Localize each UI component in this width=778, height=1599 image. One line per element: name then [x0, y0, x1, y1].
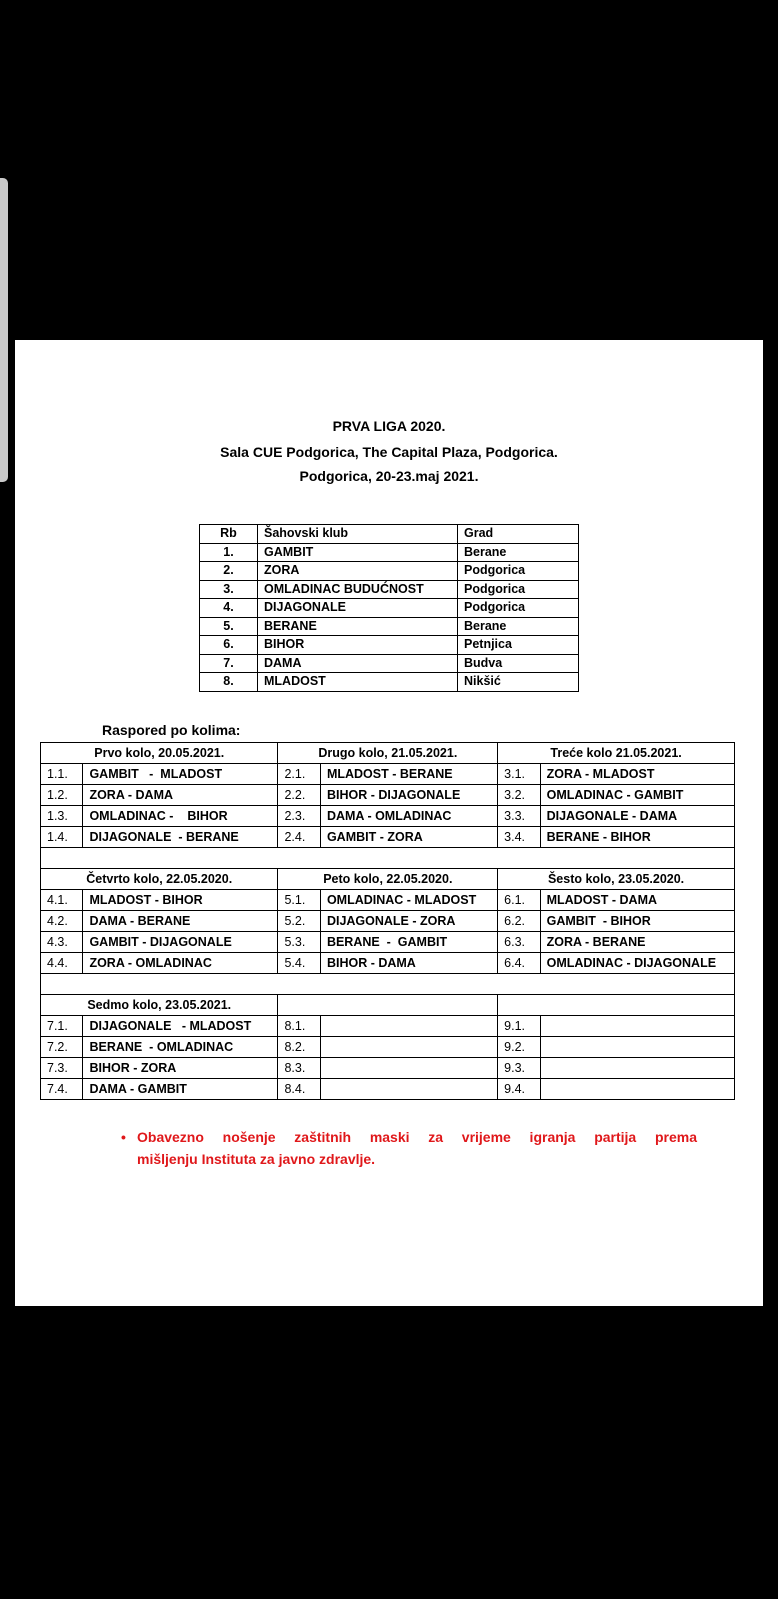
match-pair: MLADOST - BIHOR [83, 890, 278, 911]
round-header-row [41, 743, 735, 764]
match-number: 1.1. [41, 764, 83, 785]
match-pair: ZORA - DAMA [83, 785, 278, 806]
match-pair [540, 1016, 734, 1037]
match-number: 9.4. [498, 1079, 540, 1100]
venue-line: Sala CUE Podgorica, The Capital Plaza, Podgorica. [220, 444, 558, 460]
spacer-cell [41, 974, 735, 995]
round-header [278, 995, 498, 1016]
match-number: 3.3. [498, 806, 540, 827]
club-row [200, 636, 579, 655]
header-cell: Grad [458, 525, 579, 544]
match-row [41, 827, 735, 848]
club-city: Podgorica [458, 599, 579, 618]
match-pair: GAMBIT - BIHOR [540, 911, 734, 932]
club-row [200, 543, 579, 562]
club-rank: 3. [200, 580, 258, 599]
clubs-header-row [200, 525, 579, 544]
match-number: 5.3. [278, 932, 320, 953]
club-city: Berane [458, 617, 579, 636]
round-header [498, 995, 735, 1016]
match-number: 8.1. [278, 1016, 320, 1037]
match-pair [320, 1079, 497, 1100]
match-pair [540, 1037, 734, 1058]
date-line: Podgorica, 20-23.maj 2021. [299, 468, 479, 484]
spacer-cell [41, 848, 735, 869]
match-number: 4.3. [41, 932, 83, 953]
club-name: DIJAGONALE [258, 599, 458, 618]
match-number: 1.2. [41, 785, 83, 806]
match-number: 8.2. [278, 1037, 320, 1058]
match-number: 5.4. [278, 953, 320, 974]
club-city: Petnjica [458, 636, 579, 655]
club-city: Berane [458, 543, 579, 562]
match-pair: ZORA - MLADOST [540, 764, 734, 785]
clubs-table [199, 524, 579, 692]
schedule-title: Raspored po kolima: [102, 722, 241, 738]
match-row [41, 785, 735, 806]
match-number: 5.1. [278, 890, 320, 911]
match-row [41, 806, 735, 827]
match-number: 2.4. [278, 827, 320, 848]
match-pair: DIJAGONALE - MLADOST [83, 1016, 278, 1037]
match-number: 3.1. [498, 764, 540, 785]
match-number: 6.3. [498, 932, 540, 953]
club-name: BIHOR [258, 636, 458, 655]
match-number: 9.2. [498, 1037, 540, 1058]
match-pair [540, 1079, 734, 1100]
match-pair: BERANE - GAMBIT [320, 932, 497, 953]
club-row [200, 673, 579, 692]
match-row [41, 890, 735, 911]
match-number: 4.1. [41, 890, 83, 911]
match-pair: GAMBIT - MLADOST [83, 764, 278, 785]
match-number: 6.1. [498, 890, 540, 911]
match-pair: ZORA - BERANE [540, 932, 734, 953]
mask-notice [121, 1126, 697, 1170]
match-pair [320, 1016, 497, 1037]
club-name: GAMBIT [258, 543, 458, 562]
match-pair: DIJAGONALE - DAMA [540, 806, 734, 827]
match-number: 7.1. [41, 1016, 83, 1037]
match-pair [320, 1058, 497, 1079]
match-number: 5.2. [278, 911, 320, 932]
match-pair: GAMBIT - ZORA [320, 827, 497, 848]
match-pair: BIHOR - ZORA [83, 1058, 278, 1079]
club-rank: 2. [200, 562, 258, 581]
league-title: PRVA LIGA 2020. [332, 418, 446, 434]
round-header: Prvo kolo, 20.05.2021. [41, 743, 278, 764]
match-pair: DIJAGONALE - BERANE [83, 827, 278, 848]
match-number: 8.4. [278, 1079, 320, 1100]
round-header: Peto kolo, 22.05.2020. [278, 869, 498, 890]
round-header: Drugo kolo, 21.05.2021. [278, 743, 498, 764]
match-pair: MLADOST - DAMA [540, 890, 734, 911]
match-number: 6.2. [498, 911, 540, 932]
match-pair: BERANE - BIHOR [540, 827, 734, 848]
club-rank: 6. [200, 636, 258, 655]
match-number: 4.2. [41, 911, 83, 932]
match-pair: OMLADINAC - DIJAGONALE [540, 953, 734, 974]
club-city: Podgorica [458, 580, 579, 599]
match-number: 2.2. [278, 785, 320, 806]
match-number: 4.4. [41, 953, 83, 974]
match-number: 2.3. [278, 806, 320, 827]
match-pair [320, 1037, 497, 1058]
match-pair: DAMA - GAMBIT [83, 1079, 278, 1100]
document-page [15, 340, 763, 1306]
bullet-icon: • [121, 1129, 126, 1145]
club-name: MLADOST [258, 673, 458, 692]
match-row [41, 1079, 735, 1100]
match-row [41, 1037, 735, 1058]
spacer-row [41, 848, 735, 869]
club-name: DAMA [258, 654, 458, 673]
round-header-row [41, 995, 735, 1016]
match-number: 2.1. [278, 764, 320, 785]
club-city: Budva [458, 654, 579, 673]
match-number: 3.2. [498, 785, 540, 806]
match-row [41, 953, 735, 974]
notice-line-1: Obavezno nošenje zaštitnih maski za vrijeme igranja partija prema [137, 1129, 697, 1145]
match-pair: BIHOR - DIJAGONALE [320, 785, 497, 806]
match-pair: DIJAGONALE - ZORA [320, 911, 497, 932]
club-name: BERANE [258, 617, 458, 636]
notice-line-2: mišljenju Instituta za javno zdravlje. [137, 1151, 376, 1167]
club-city: Nikšić [458, 673, 579, 692]
match-pair: BERANE - OMLADINAC [83, 1037, 278, 1058]
club-name: ZORA [258, 562, 458, 581]
club-rank: 8. [200, 673, 258, 692]
match-number: 9.3. [498, 1058, 540, 1079]
match-number: 3.4. [498, 827, 540, 848]
match-pair: OMLADINAC - BIHOR [83, 806, 278, 827]
match-pair: OMLADINAC - GAMBIT [540, 785, 734, 806]
round-header: Četvrto kolo, 22.05.2020. [41, 869, 278, 890]
club-row [200, 617, 579, 636]
round-header-row [41, 869, 735, 890]
match-number: 6.4. [498, 953, 540, 974]
match-pair: OMLADINAC - MLADOST [320, 890, 497, 911]
club-rank: 4. [200, 599, 258, 618]
match-row [41, 1016, 735, 1037]
round-header: Treće kolo 21.05.2021. [498, 743, 735, 764]
club-rank: 1. [200, 543, 258, 562]
match-number: 8.3. [278, 1058, 320, 1079]
match-row [41, 1058, 735, 1079]
match-number: 7.4. [41, 1079, 83, 1100]
match-number: 1.4. [41, 827, 83, 848]
match-number: 7.3. [41, 1058, 83, 1079]
club-name: OMLADINAC BUDUĆNOST [258, 580, 458, 599]
match-pair: ZORA - OMLADINAC [83, 953, 278, 974]
club-row [200, 580, 579, 599]
scrollbar-handle[interactable] [0, 178, 8, 482]
match-row [41, 764, 735, 785]
header-cell: Rb [200, 525, 258, 544]
match-number: 7.2. [41, 1037, 83, 1058]
club-city: Podgorica [458, 562, 579, 581]
match-pair [540, 1058, 734, 1079]
club-row [200, 599, 579, 618]
schedule-table [40, 742, 735, 1100]
match-number: 9.1. [498, 1016, 540, 1037]
match-row [41, 911, 735, 932]
round-header: Sedmo kolo, 23.05.2021. [41, 995, 278, 1016]
header-cell: Šahovski klub [258, 525, 458, 544]
match-pair: BIHOR - DAMA [320, 953, 497, 974]
club-rank: 5. [200, 617, 258, 636]
match-pair: DAMA - OMLADINAC [320, 806, 497, 827]
match-pair: MLADOST - BERANE [320, 764, 497, 785]
match-row [41, 932, 735, 953]
match-number: 1.3. [41, 806, 83, 827]
club-rank: 7. [200, 654, 258, 673]
club-row [200, 562, 579, 581]
club-row [200, 654, 579, 673]
match-pair: DAMA - BERANE [83, 911, 278, 932]
round-header: Šesto kolo, 23.05.2020. [498, 869, 735, 890]
match-pair: GAMBIT - DIJAGONALE [83, 932, 278, 953]
spacer-row [41, 974, 735, 995]
